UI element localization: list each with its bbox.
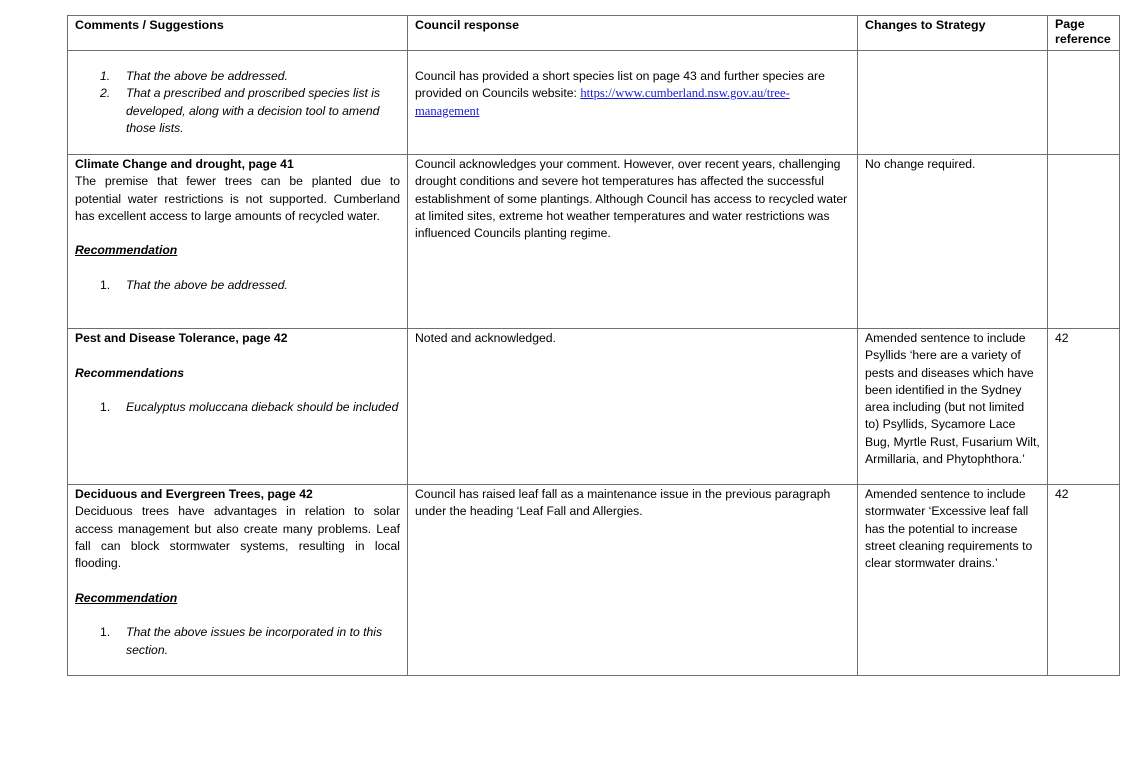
recommendation-list bbox=[75, 277, 400, 294]
header-changes-to-strategy: Changes to Strategy bbox=[858, 16, 1048, 51]
comment-cell bbox=[68, 51, 408, 155]
submissions-table bbox=[67, 15, 1120, 676]
recommendation-list bbox=[75, 68, 400, 137]
table-header-row bbox=[68, 16, 1120, 51]
recommendation-item: 1. That the above be addressed. bbox=[100, 69, 288, 83]
table-row bbox=[68, 485, 1120, 676]
comment-title: Deciduous and Evergreen Trees, page 42 bbox=[75, 487, 313, 501]
comment-body: Deciduous trees have advantages in relation to solar access management but also create many problems. Leaf fall can block stormwater systems, resulting in local flooding. bbox=[75, 504, 400, 571]
response-cell: Noted and acknowledged. bbox=[408, 329, 858, 485]
page-ref-cell: 42 bbox=[1048, 329, 1120, 485]
comment-title: Pest and Disease Tolerance, page 42 bbox=[75, 331, 288, 345]
page-ref-cell bbox=[1048, 51, 1120, 155]
comment-body: The premise that fewer trees can be planted due to potential water restrictions is not supported. Cumberland has excellent access to large amounts of recycled water. bbox=[75, 174, 400, 223]
recommendation-item: 1. That the above be addressed. bbox=[100, 278, 288, 293]
changes-cell: Amended sentence to include Psyllids ‘here are a variety of pests and diseases which have been identified in the Sydney area including (but not limited to) Psyllids, Sycamore Lace Bug, Myrtle Rust, Fusarium Wilt, Armillaria, and Phytophthora.’ bbox=[858, 329, 1048, 485]
recommendation-item: 1. Eucalyptus moluccana dieback should be included bbox=[100, 400, 399, 415]
response-cell: Council has raised leaf fall as a maintenance issue in the previous paragraph under the heading ‘Leaf Fall and Allergies. bbox=[408, 485, 858, 676]
response-cell: Council acknowledges your comment. However, over recent years, challenging drought conditions and severe hot temperatures has affected the successful establishment of some plantings. Although Council has access to recycled water at limited sites, extreme hot weather temperatures and water restrictions was influenced Councils planting regime. bbox=[408, 155, 858, 329]
page-ref-cell: 42 bbox=[1048, 485, 1120, 676]
table-row bbox=[68, 155, 1120, 329]
changes-cell: No change required. bbox=[858, 155, 1048, 329]
changes-cell: Amended sentence to include stormwater ‘Excessive leaf fall has the potential to increase street cleaning requirements to clear stormwater drains.’ bbox=[858, 485, 1048, 676]
recommendation-list bbox=[75, 399, 400, 416]
header-council-response: Council response bbox=[408, 16, 858, 51]
response-cell bbox=[408, 51, 858, 155]
recommendation-item: 1. That the above issues be incorporated in to this section. bbox=[100, 625, 383, 657]
recommendation-list bbox=[75, 624, 400, 659]
recommendation-item: 2. That a prescribed and proscribed species list is developed, along with a decision tool to amend those lists. bbox=[100, 86, 381, 135]
recommendation-heading: Recommendations bbox=[75, 365, 185, 380]
comment-cell bbox=[68, 329, 408, 485]
changes-cell bbox=[858, 51, 1048, 155]
response-text: Council has provided a short species list on page 43 and further species are provided on Councils website: bbox=[415, 69, 825, 101]
table-row bbox=[68, 51, 1120, 155]
tree-management-link[interactable]: https://www.cumberland.nsw.gov.au/tree-management bbox=[415, 86, 790, 118]
comment-cell bbox=[68, 485, 408, 676]
comment-title: Climate Change and drought, page 41 bbox=[75, 157, 294, 171]
recommendation-heading: Recommendation bbox=[75, 243, 178, 258]
header-comments: Comments / Suggestions bbox=[68, 16, 408, 51]
page-ref-cell bbox=[1048, 155, 1120, 329]
header-page-reference: Page reference bbox=[1048, 16, 1120, 51]
recommendation-heading: Recommendation bbox=[75, 590, 178, 605]
table-row bbox=[68, 329, 1120, 485]
comment-cell bbox=[68, 155, 408, 329]
